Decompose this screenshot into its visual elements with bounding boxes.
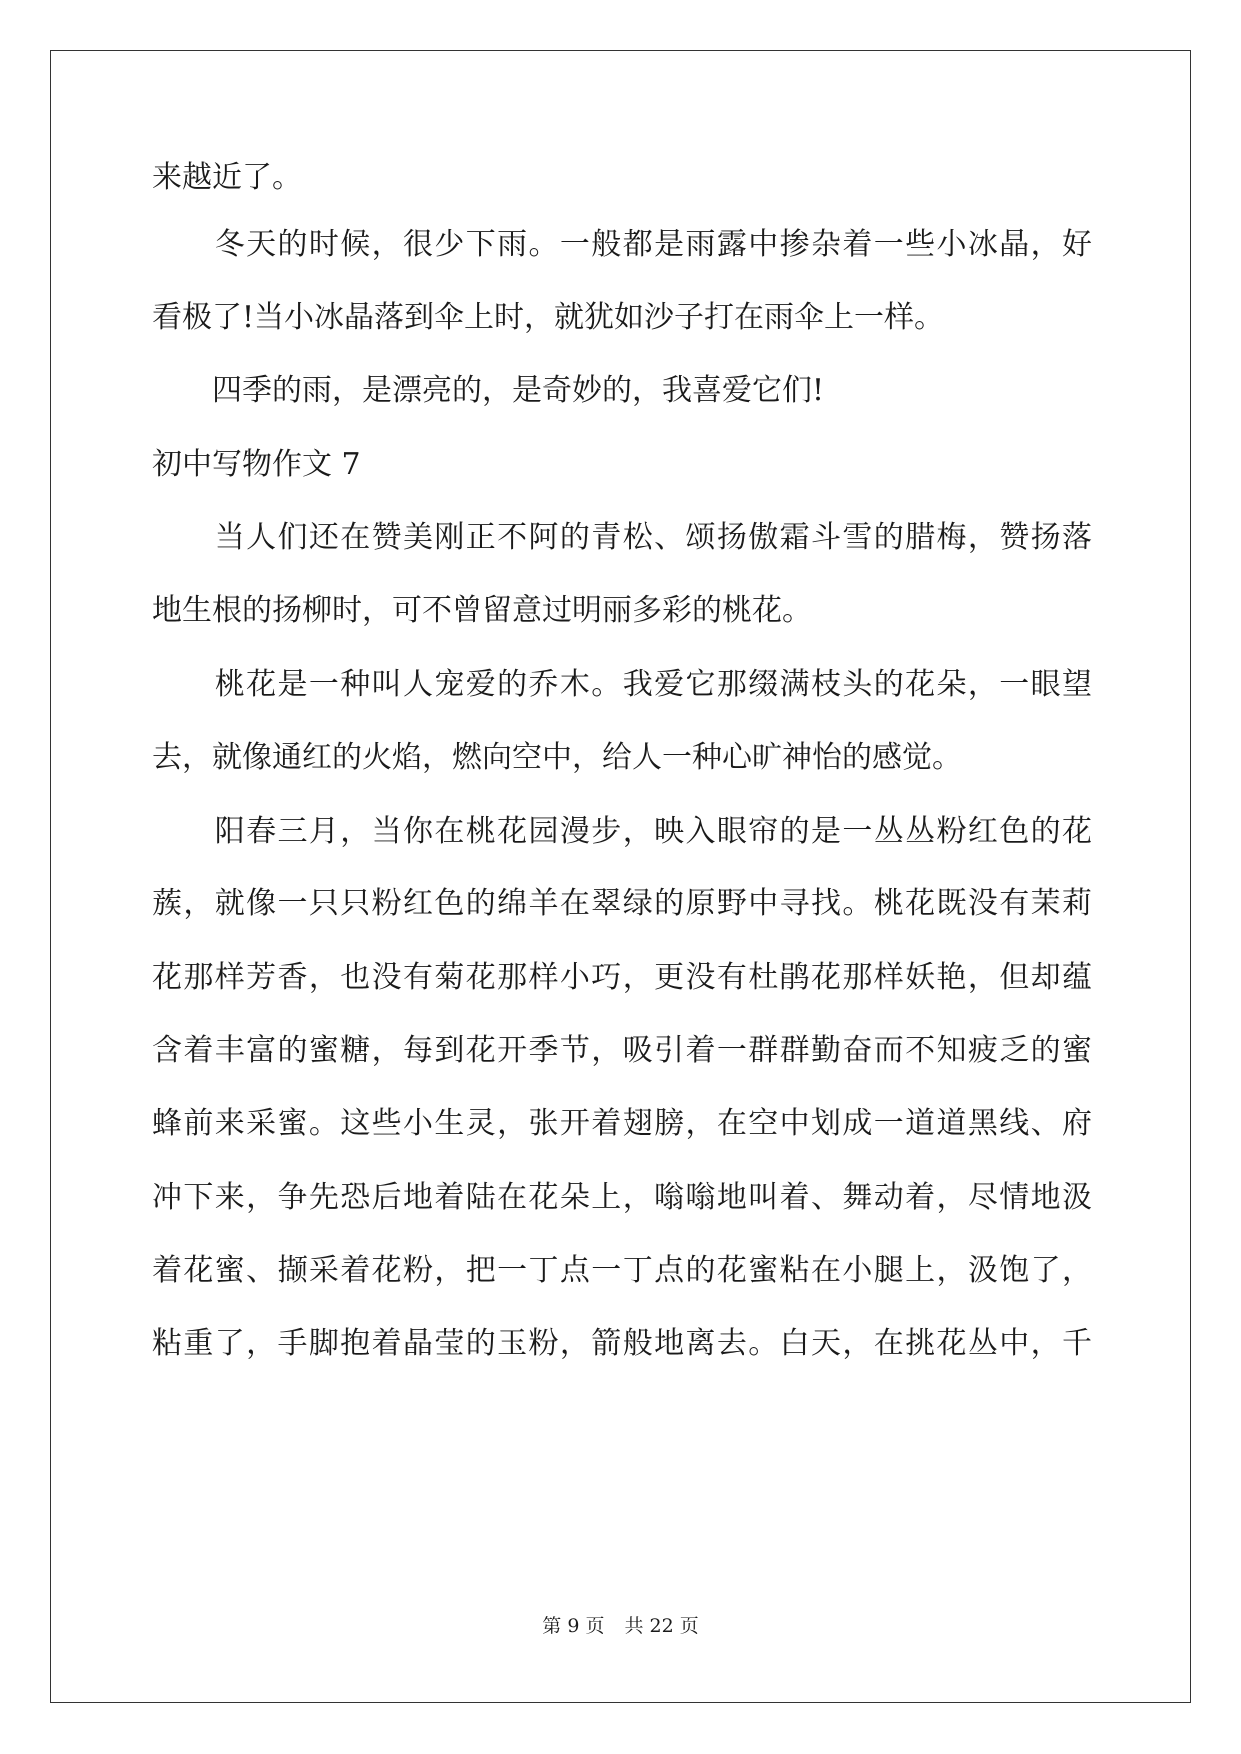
page-number: 第 9 页 [542, 1615, 605, 1637]
page-total: 共 22 页 [624, 1615, 699, 1637]
paragraph-line: 冬天的时候，很少下雨。一般都是雨露中掺杂着一些小冰晶，好 [152, 227, 1092, 262]
text-line: 冲下来，争先恐后地着陆在花朵上，嗡嗡地叫着、舞动着，尽情地汲 [152, 1180, 1092, 1215]
text-line: 粘重了，手脚抱着晶莹的玉粉，箭般地离去。白天，在挑花丛中，千 [152, 1326, 1092, 1361]
text-line: 来越近了。 [152, 160, 302, 195]
text-line: 去，就像通红的火焰，燃向空中，给人一种心旷神怡的感觉。 [152, 740, 962, 775]
page-footer [0, 1615, 1241, 1637]
text-line: 蔟，就像一只只粉红色的绵羊在翠绿的原野中寻找。桃花既没有茉莉 [152, 886, 1092, 921]
paragraph-line: 当人们还在赞美刚正不阿的青松、颂扬傲霜斗雪的腊梅，赞扬落 [152, 520, 1092, 555]
paragraph-line: 阳春三月，当你在桃花园漫步，映入眼帘的是一丛丛粉红色的花 [152, 814, 1092, 849]
text-line: 蜂前来采蜜。这些小生灵，张开着翅膀，在空中划成一道道黑线、府 [152, 1106, 1092, 1141]
paragraph-line: 四季的雨，是漂亮的，是奇妙的，我喜爱它们! [152, 373, 825, 408]
paragraph-line: 桃花是一种叫人宠爱的乔木。我爱它那缀满枝头的花朵，一眼望 [152, 667, 1092, 702]
text-line: 花那样芳香，也没有菊花那样小巧，更没有杜鹃花那样妖艳，但却蕴 [152, 960, 1092, 995]
text-line: 着花蜜、撷采着花粉，把一丁点一丁点的花蜜粘在小腿上，汲饱了， [152, 1253, 1092, 1288]
text-line: 看极了!当小冰晶落到伞上时，就犹如沙子打在雨伞上一样。 [152, 300, 945, 335]
section-heading: 初中写物作文 7 [152, 447, 361, 482]
text-line: 地生根的扬柳时，可不曾留意过明丽多彩的桃花。 [152, 593, 812, 628]
text-line: 含着丰富的蜜糖，每到花开季节，吸引着一群群勤奋而不知疲乏的蜜 [152, 1033, 1092, 1068]
page-border [50, 50, 1191, 1703]
